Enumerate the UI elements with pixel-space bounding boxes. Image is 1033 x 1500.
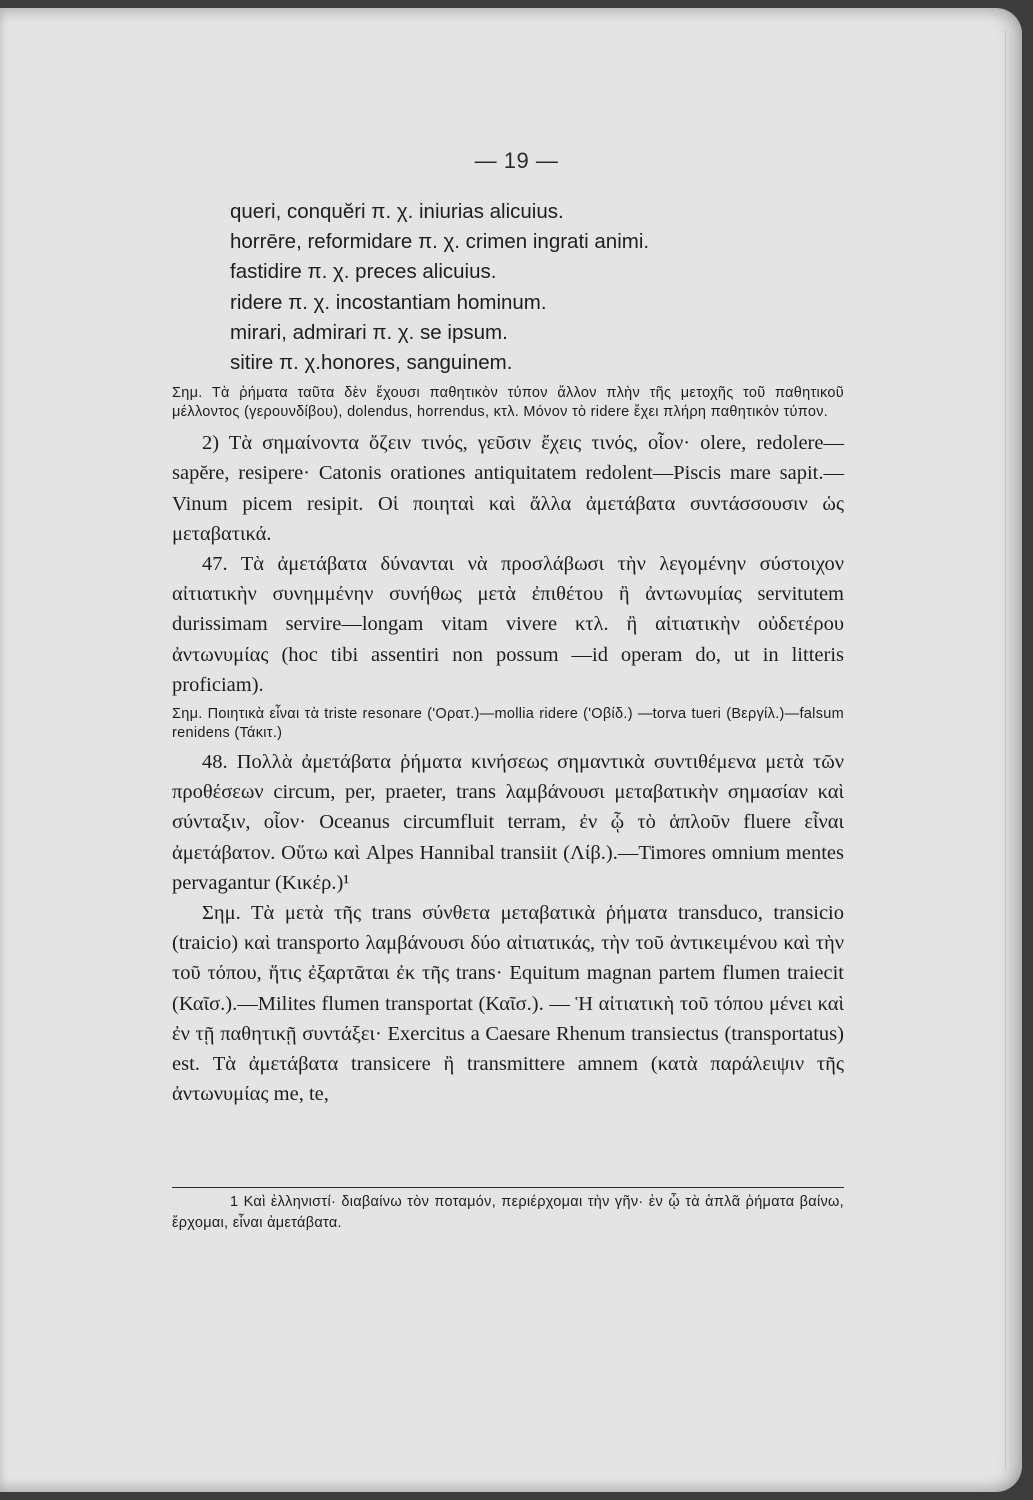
example-line: horrēre, reformidare π. χ. crimen ingrati animi.	[230, 230, 650, 254]
page-number: — 19 —	[474, 148, 559, 173]
footnote-divider	[172, 1187, 844, 1188]
footnote: 1 Καὶ ἑλληνιστί· διαβαίνω τὸν ποταμόν, περιέρχομαι τὴν γῆν· ἐν ᾧ τὰ ἁπλᾶ ῥήματα βαίνω, ἔρχομαι, εἶναι ἀμετάβατα.	[172, 1194, 844, 1231]
example-line: mirari, admirari π. χ. se ipsum.	[230, 320, 508, 344]
note-passive-forms: Σημ. Τὰ ῥήματα ταῦτα δὲν ἔχουσι παθητικὸν τύπον ἄλλον πλὴν τῆς μετοχῆς τοῦ παθητικοῦ μέλλοντος (γερουνδίβου), dolendus, horrendus, κτλ. Μόνον τὸ ridere ἔχει πλήρη παθητικὸν τύπον.	[172, 385, 844, 421]
note-trans-compounds: Σημ. Τὰ μετὰ τῆς trans σύνθετα μεταβατικὰ ῥήματα transduco, transicio (traicio) καὶ transporto λαμβάνουσι δύο αἰτιατικάς, τὴν τοῦ ἀντικειμένου καὶ τὴν τοῦ τόπου, ἥτις ἐξαρτᾶται ἐκ τῆς trans· Equitum magnan partem flumen traiecit (Καῖσ.).—Milites flumen transportat (Καῖσ.). — Ἡ αἰτιατικὴ τοῦ τόπου μένει καὶ ἐν τῇ παθητικῇ συντάξει· Exercitus a Caesare Rhenum transiectus (transportatus) est. Τὰ ἀμετάβατα transicere ἢ transmittere amnem (κατὰ παράλειψιν τῆς ἀντωνυμίας me, te,	[172, 902, 844, 1106]
example-line: ridere π. χ. incostantiam hominum.	[230, 290, 547, 314]
example-line: sitire π. χ.honores, sanguinem.	[230, 351, 513, 375]
page-edge	[1005, 30, 1012, 1470]
example-line: fastidire π. χ. preces alicuius.	[230, 260, 497, 284]
example-line: queri, conquĕri π. χ. iniurias alicuius.	[230, 200, 564, 223]
paragraph-48: 48. Πολλὰ ἀμετάβατα ῥήματα κινήσεως σημαντικὰ συντιθέμενα μετὰ τῶν προθέσεων circum, per, praeter, trans λαμβάνουσι μεταβατικὴν σημασίαν καὶ σύνταξιν, οἷον· Oceanus circumfluit terram, ἐν ᾧ τὸ ἁπλοῦν fluere εἶναι ἀμετάβατον. Οὕτω καὶ Alpes Hannibal transiit (Λίβ.).—Timores omnium mentes pervagantur (Κικέρ.)¹	[172, 751, 844, 894]
paragraph-2: 2) Τὰ σημαίνοντα ὄζειν τινός, γεῦσιν ἔχεις τινός, οἷον· olere, redolere—sapĕre, resipere· Catonis orationes antiquitatem redolent—Piscis mare sapit.—Vinum picem resipit. Οἱ ποιηταὶ καὶ ἄλλα ἀμετάβατα συντάσσουσιν ὡς μεταβατικά.	[172, 432, 844, 545]
note-poetic: Σημ. Ποιητικὰ εἶναι τὰ triste resonare ('Ορατ.)—mollia ridere ('Οβίδ.) —torva tueri (Βεργίλ.)—falsum renidens (Τάκιτ.)	[172, 706, 844, 742]
main-text	[172, 197, 844, 1109]
paragraph-47: 47. Τὰ ἀμετάβατα δύνανται νὰ προσλάβωσι τὴν λεγομένην σύστοιχον αἰτιατικὴν συνημμένην συνήθως μετὰ ἐπιθέτου ἢ ἀντωνυμίας servitutem durissimam servire—longam vitam vivere κτλ. ἢ αἰτιατικὴν οὐδετέρου ἀντωνυμίας (hoc tibi assentiri non possum —id operam do, ut in litteris proficiam).	[172, 553, 844, 696]
